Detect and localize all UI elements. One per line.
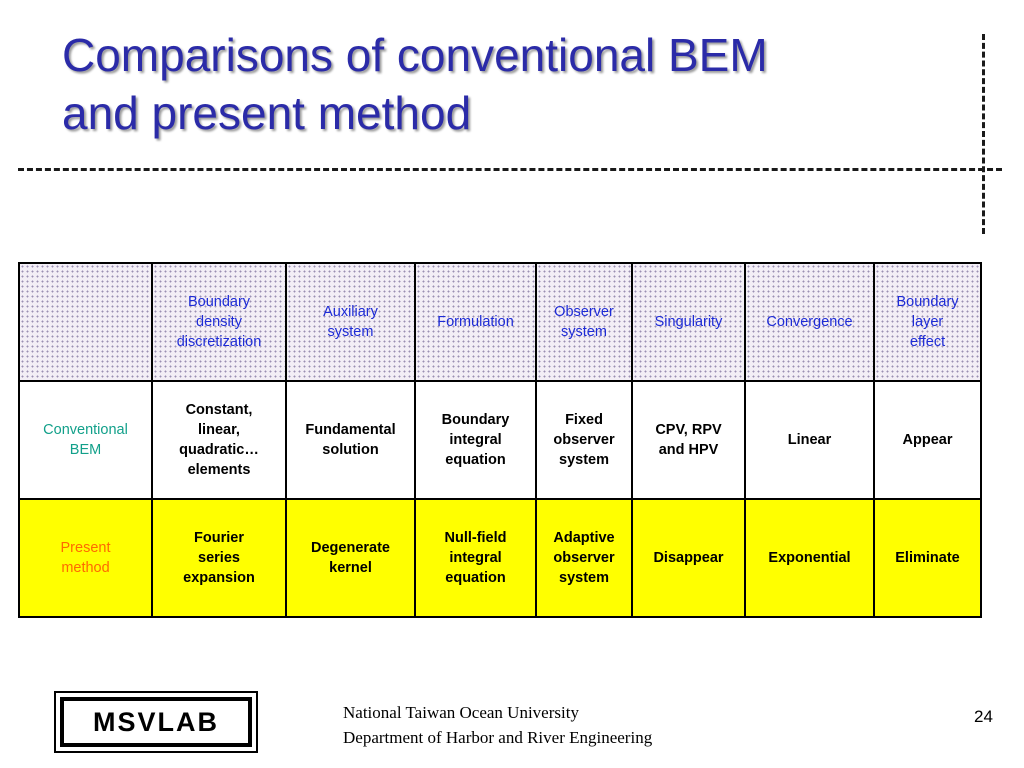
cell-text-line: Fourier xyxy=(194,530,244,546)
table-row-conventional-bem xyxy=(19,381,981,499)
cell-text-line: method xyxy=(61,560,110,576)
conventional-bem-cell-5 xyxy=(632,381,745,499)
dashed-divider-vertical xyxy=(982,34,985,234)
cell-text-line: system xyxy=(561,324,607,340)
cell-text-line: Auxiliary xyxy=(323,304,378,320)
cell-text-line: system xyxy=(327,324,374,340)
header-cell-2 xyxy=(286,263,415,381)
conventional-bem-cell-6 xyxy=(745,381,874,499)
present-method-cell-1 xyxy=(152,499,286,617)
conventional-bem-cell-2 xyxy=(286,381,415,499)
conventional-bem-cell-0 xyxy=(19,381,152,499)
cell-text-line: system xyxy=(559,570,609,586)
cell-text-line: and HPV xyxy=(658,442,719,458)
cell-text-line: Disappear xyxy=(653,550,724,566)
conventional-bem-cell-7 xyxy=(874,381,981,499)
cell-text-line: Singularity xyxy=(654,314,723,330)
cell-text-line: Conventional xyxy=(43,422,128,438)
cell-text-line: Boundary xyxy=(187,294,251,310)
conventional-bem-cell-3 xyxy=(415,381,536,499)
cell-text-line: Observer xyxy=(554,304,614,320)
present-method-cell-7 xyxy=(874,499,981,617)
header-cell-0 xyxy=(19,263,152,381)
cell-text-line: layer xyxy=(911,314,944,330)
cell-text-line: series xyxy=(198,550,240,566)
present-method-cell-4 xyxy=(536,499,632,617)
cell-text-line: Formulation xyxy=(437,314,514,330)
cell-text-line: Constant, xyxy=(185,402,253,418)
cell-text-line: CPV, RPV xyxy=(655,422,722,438)
cell-text-line: Fixed xyxy=(565,412,603,428)
cell-text-line: Appear xyxy=(902,432,953,448)
present-method-cell-6 xyxy=(745,499,874,617)
slide-title-line-2: and present method xyxy=(62,87,472,139)
page-number: 24 xyxy=(974,707,993,726)
cell-text-line: discretization xyxy=(176,334,262,350)
cell-text-line: linear, xyxy=(198,422,240,438)
header-cell-1 xyxy=(152,263,286,381)
present-method-cell-2 xyxy=(286,499,415,617)
table-row-present-method xyxy=(19,499,981,617)
conventional-bem-cell-1 xyxy=(152,381,286,499)
cell-text-line: Adaptive xyxy=(553,530,615,546)
footer-university: National Taiwan Ocean University xyxy=(343,703,579,722)
cell-text-line: BEM xyxy=(69,442,102,458)
header-cell-7 xyxy=(874,263,981,381)
cell-text-line: kernel xyxy=(329,560,372,576)
cell-text-line: equation xyxy=(445,452,506,468)
cell-text-line: Degenerate xyxy=(311,540,390,556)
cell-text-line: Eliminate xyxy=(895,550,960,566)
cell-text-line: Boundary xyxy=(896,294,959,310)
header-cell-5 xyxy=(632,263,745,381)
cell-text-line: Boundary xyxy=(441,412,510,428)
cell-text-line: Exponential xyxy=(768,550,851,566)
cell-text-line: quadratic… xyxy=(179,442,259,458)
cell-text-line: solution xyxy=(322,442,379,458)
present-method-cell-5 xyxy=(632,499,745,617)
cell-text-line: Convergence xyxy=(766,314,853,330)
footer-affiliation xyxy=(343,700,652,750)
cell-text-line: observer xyxy=(553,432,615,448)
cell-text-line: integral xyxy=(449,432,502,448)
header-cell-3 xyxy=(415,263,536,381)
comparison-table xyxy=(18,262,982,618)
present-method-cell-0 xyxy=(19,499,152,617)
header-cell-6 xyxy=(745,263,874,381)
conventional-bem-cell-4 xyxy=(536,381,632,499)
cell-text-line: observer xyxy=(553,550,615,566)
cell-text-line: elements xyxy=(187,462,251,478)
present-method-cell-3 xyxy=(415,499,536,617)
cell-text-line: equation xyxy=(445,570,506,586)
cell-text-line: integral xyxy=(449,550,502,566)
cell-text-line: system xyxy=(559,452,609,468)
cell-text-line: Present xyxy=(60,540,111,556)
msvlab-logo xyxy=(54,691,258,753)
slide-title-line-1: Comparisons of conventional BEM xyxy=(62,29,768,81)
cell-text-line: Linear xyxy=(787,432,832,448)
cell-text-line: effect xyxy=(909,334,946,350)
dashed-divider-horizontal xyxy=(18,168,1002,171)
cell-text-line: Null-field xyxy=(444,530,507,546)
slide-title xyxy=(62,26,962,142)
table-header-row xyxy=(19,263,981,381)
header-cell-4 xyxy=(536,263,632,381)
cell-text-line: density xyxy=(196,314,242,330)
cell-text-line: Fundamental xyxy=(305,422,396,438)
msvlab-logo-text: MSVLAB xyxy=(60,697,252,747)
cell-text-line: expansion xyxy=(183,570,255,586)
footer-department: Department of Harbor and River Engineering xyxy=(343,728,653,747)
